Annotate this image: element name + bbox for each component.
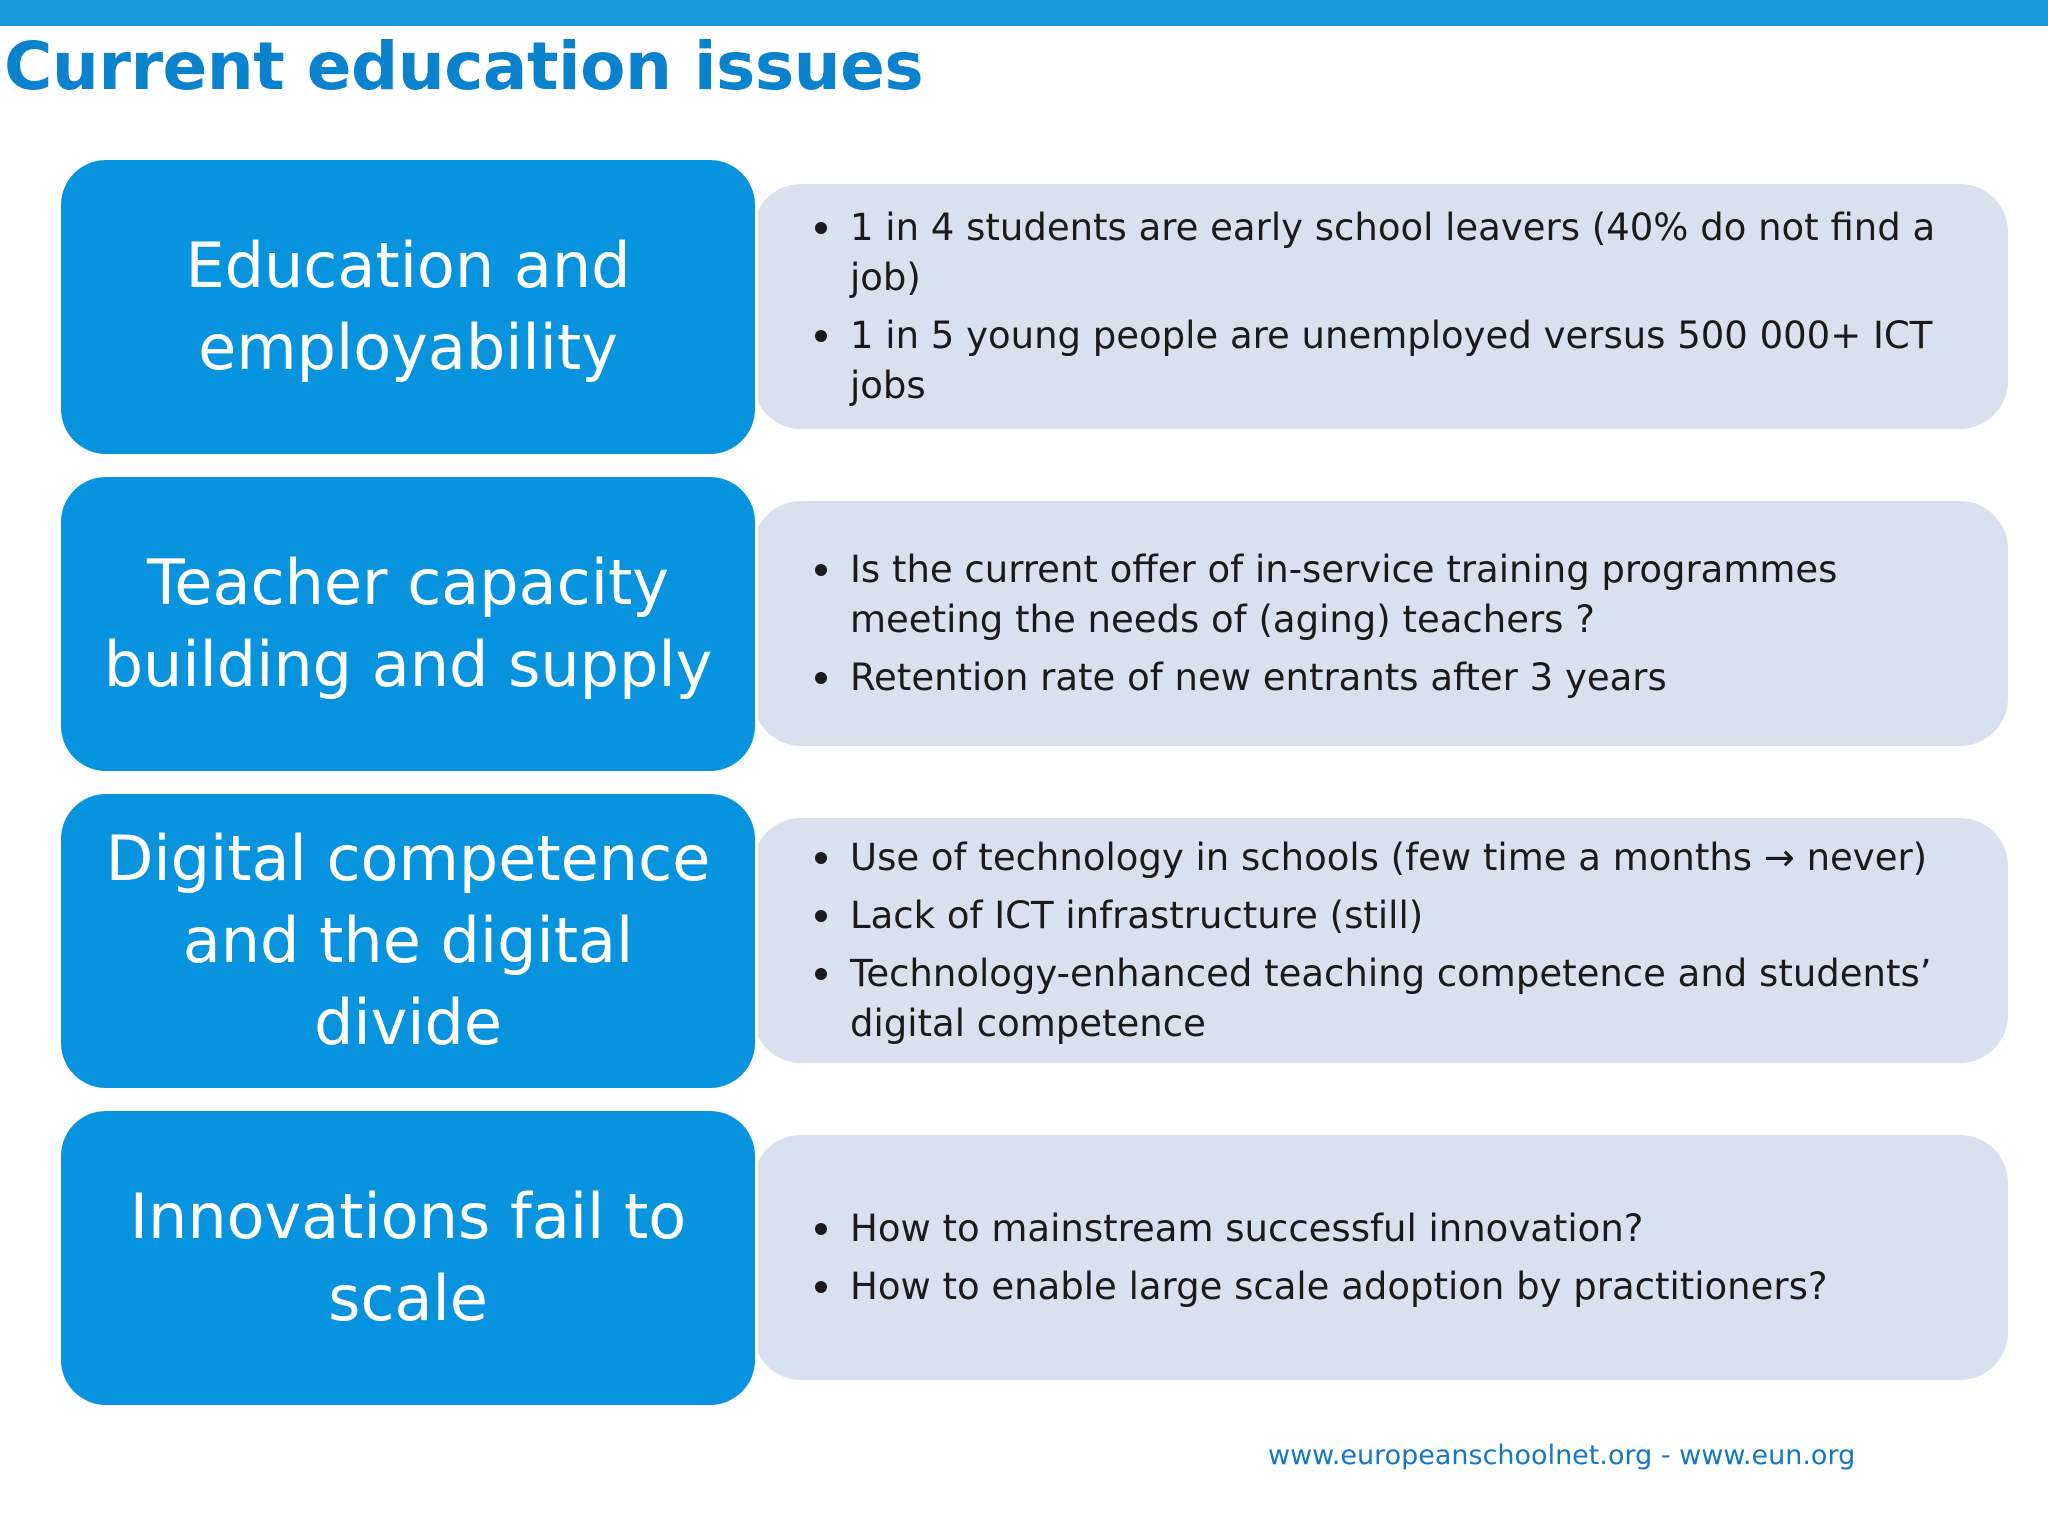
bullet-list — [813, 195, 1968, 419]
issue-details — [753, 818, 2008, 1063]
top-accent-bar — [0, 0, 2048, 26]
bullet-item — [813, 1262, 1968, 1312]
issue-category-label: Education and employability — [185, 229, 631, 384]
bullet-item — [813, 833, 1968, 883]
issue-category-label: Innovations fail to scale — [129, 1180, 687, 1335]
slide-title: Current education issues — [4, 28, 924, 105]
issue-row — [58, 157, 2008, 457]
bullet-text: Lack of ICT infrastructure (still) — [850, 893, 1424, 937]
bullet-dot-icon — [815, 1223, 827, 1235]
bullet-text: Retention rate of new entrants after 3 years — [850, 655, 1667, 699]
bullet-item — [813, 203, 1968, 303]
bullet-dot-icon — [815, 222, 827, 234]
issue-category-box — [58, 474, 758, 774]
bullet-item — [813, 891, 1968, 941]
bullet-dot-icon — [815, 852, 827, 864]
bullet-list — [813, 1196, 1968, 1320]
bullet-text: Is the current offer of in-service training programmes meeting the needs of (aging) teachers ? — [850, 547, 1838, 641]
bullet-text: Technology-enhanced teaching competence and students’ digital competence — [850, 951, 1932, 1045]
issue-category-box — [58, 1108, 758, 1408]
bullet-dot-icon — [815, 330, 827, 342]
bullet-dot-icon — [815, 564, 827, 576]
bullet-text: Use of technology in schools (few time a months → never) — [850, 835, 1928, 879]
bullet-item — [813, 949, 1968, 1049]
bullet-item — [813, 653, 1968, 703]
issue-row — [58, 1108, 2008, 1408]
bullet-text: 1 in 4 students are early school leavers (40% do not find a job) — [850, 205, 1936, 299]
issue-category-box — [58, 157, 758, 457]
issue-details — [753, 501, 2008, 746]
issue-details — [753, 1135, 2008, 1380]
issue-details — [753, 184, 2008, 429]
issue-row — [58, 474, 2008, 774]
bullet-text: How to mainstream successful innovation? — [850, 1206, 1644, 1250]
bullet-item — [813, 545, 1968, 645]
bullet-item — [813, 1204, 1968, 1254]
bullet-item — [813, 311, 1968, 411]
bullet-dot-icon — [815, 968, 827, 980]
bullet-dot-icon — [815, 672, 827, 684]
issue-category-label: Teacher capacity building and supply — [103, 546, 713, 701]
bullet-text: 1 in 5 young people are unemployed versus 500 000+ ICT jobs — [850, 313, 1933, 407]
footer-url[interactable]: www.europeanschoolnet.org - www.eun.org — [1268, 1440, 1856, 1471]
bullet-dot-icon — [815, 1281, 827, 1293]
issue-row — [58, 791, 2008, 1091]
bullet-text: How to enable large scale adoption by practitioners? — [850, 1264, 1828, 1308]
issue-category-label: Digital competence and the digital divide — [105, 822, 711, 1059]
bullet-list — [813, 537, 1968, 711]
issue-category-box — [58, 791, 758, 1091]
bullet-list — [813, 825, 1968, 1057]
bullet-dot-icon — [815, 910, 827, 922]
